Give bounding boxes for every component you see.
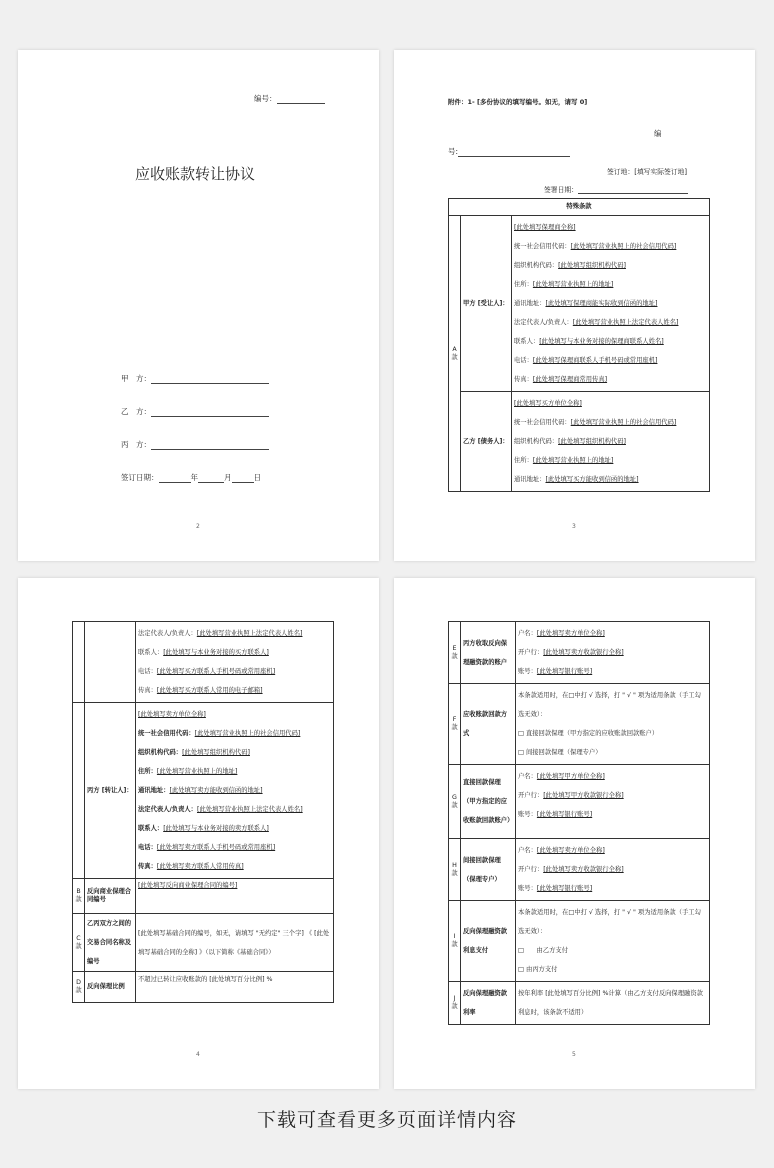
party-c-address — [138, 762, 331, 781]
direct-repayment-label: 直接回款保理（甲方指定的应收账款回款账户） — [461, 765, 516, 839]
interest-payment-label: 反向保理融资款利息支付 — [461, 901, 516, 982]
party-c-legal-rep — [138, 800, 331, 819]
party-c-credit-code — [138, 724, 331, 743]
party-b-line — [151, 407, 269, 417]
field-value: [此处填写卖方单位全称] — [536, 629, 605, 637]
party-a-mail-address — [514, 294, 707, 313]
page-2 — [18, 50, 379, 561]
number-line — [277, 94, 325, 104]
indirect-repayment-label: 间接回款保理（保理专户） — [461, 839, 516, 901]
sign-place-value: [填写实际签订地] — [634, 168, 688, 176]
field-value: [此处填写营业执照上的社会信用代码] — [570, 242, 677, 250]
field-value: [此处填写营业执照上法定代表人姓名] — [196, 806, 303, 813]
field-label: 开户行： — [518, 791, 544, 799]
party-a-line — [151, 374, 269, 384]
sign-date — [544, 184, 688, 194]
contract-number-label: 反向商业保理合同编号 — [85, 879, 136, 914]
field-label: 法定代表人/负责人： — [514, 319, 573, 326]
party-a-label: 甲 方： — [121, 374, 151, 383]
number-line — [458, 147, 570, 157]
field-label: 组织机构代码： — [514, 261, 559, 269]
field-value: [此处填写组织机构代码] — [558, 261, 626, 269]
party-b-label: 乙方 [债务人]： — [461, 392, 512, 492]
section-h-label: H款 — [449, 839, 461, 901]
party-b-name: [此处填写买方单位全称] — [514, 399, 582, 407]
party-a-address — [514, 275, 707, 294]
party-b-credit-code — [514, 413, 707, 432]
repayment-method-label: 应收账款回款方式 — [461, 684, 516, 765]
field-value: [此处填写营业执照上的社会信用代码] — [570, 418, 677, 426]
field-value: [此处填写保理商能实际收到信函的地址] — [545, 299, 658, 307]
field-label: 开户行： — [518, 865, 544, 873]
field-value: [此处填写卖方收款银行全称] — [543, 865, 624, 873]
party-a-credit-code — [514, 237, 707, 256]
field-value: [此处填写营业执照上的地址] — [532, 456, 614, 464]
buyer-fax — [138, 681, 331, 700]
field-value: [此处填写营业执照上的地址] — [532, 280, 614, 288]
field-value: [此处填写组织机构代码] — [182, 748, 250, 756]
table-header: 特殊条款 — [449, 199, 710, 216]
field-value: [此处填写卖方联系人手机号码或常用座机] — [156, 843, 276, 851]
field-value: [此处填写卖方联系人常用传真] — [156, 862, 244, 870]
field-label: 统一社会信用代码： — [514, 242, 571, 250]
interest-payment-details — [516, 901, 710, 982]
field-label: 通讯地址： — [514, 475, 546, 483]
attachment-note: 附件：1- [多份协议的填写编号。如无，请写 0] — [448, 98, 588, 106]
field-label: 法定代表人/负责人： — [138, 806, 197, 813]
page-5 — [394, 578, 755, 1089]
number-label-1: 编 — [654, 129, 662, 138]
party-a-name: [此处填写保理商全称] — [514, 223, 576, 231]
field-label: 电话： — [138, 843, 157, 851]
account-name — [518, 624, 707, 643]
party-c-phone — [138, 838, 331, 857]
field-label: 传真： — [138, 862, 157, 870]
party-b-label: 乙 方： — [121, 407, 151, 416]
party-c-org-code — [138, 743, 331, 762]
field-label: 统一社会信用代码： — [138, 729, 195, 737]
account-name — [518, 767, 707, 786]
party-c-details — [136, 703, 334, 879]
number-label-2: 号: — [448, 147, 459, 156]
field-value: [此处填写甲方收款银行全称] — [543, 791, 624, 799]
section-f-label: F款 — [449, 684, 461, 765]
field-value: [此处填写组织机构代码] — [558, 437, 626, 445]
interest-option-seller[interactable]: □ 由丙方支付 — [518, 966, 558, 973]
page-number: 3 — [572, 523, 576, 530]
page-number: 4 — [196, 1051, 200, 1058]
field-value: [此处填写买方联系人手机号码或常用座机] — [156, 667, 276, 675]
trade-contract-value: [此处填写基础合同的编号，如无，请填写 "无约定" 三个字] 《 [此处填写基础合同的全称] 》（以下简称《基础合同》） — [136, 914, 334, 972]
section-j-label: J款 — [449, 982, 461, 1025]
party-c-line — [151, 440, 269, 450]
buyer-legal-rep — [138, 624, 331, 643]
field-label: 账号： — [518, 810, 537, 818]
party-a-org-code — [514, 256, 707, 275]
party-a-details — [512, 216, 710, 392]
field-value: [此处填写银行账号] — [536, 884, 593, 892]
field-label: 统一社会信用代码： — [514, 418, 571, 426]
number-field — [448, 146, 570, 157]
empty-label-cell — [85, 622, 136, 703]
sign-place-label: 签订地： — [607, 168, 635, 176]
repayment-option-indirect[interactable]: □ 间接回款保理（保理专户） — [518, 749, 602, 756]
field-label: 户名： — [518, 846, 537, 854]
account-bank — [518, 643, 707, 662]
party-c-fax — [138, 857, 331, 876]
account-number — [518, 662, 707, 681]
field-value: [此处填写与本业务对接的卖方联系人] — [163, 824, 269, 832]
day-label: 日 — [253, 473, 261, 482]
special-terms-table — [448, 198, 710, 492]
party-b-org-code — [514, 432, 707, 451]
trade-contract-label: 乙丙双方之间的交易合同名称及编号 — [85, 914, 136, 972]
field-label: 组织机构代码： — [514, 437, 559, 445]
interest-intro: 本条款适用时，在□中打 √ 选择，打 " √ " 项为适用条款（手工勾选无效）： — [518, 909, 701, 935]
document-title: 应收账款转让协议 — [135, 165, 256, 183]
indirect-repayment-details — [516, 839, 710, 901]
party-b-mail-address — [514, 470, 707, 489]
field-value: [此处填写甲方单位全称] — [536, 772, 605, 780]
field-label: 户名： — [518, 629, 537, 637]
field-label: 传真： — [514, 375, 533, 383]
party-c-label: 丙方 [转让人]： — [85, 703, 136, 879]
field-value: [此处填写与本业务对接的买方联系人] — [163, 648, 269, 656]
field-label: 组织机构代码： — [138, 748, 183, 756]
field-value: [此处填写银行账号] — [536, 810, 593, 818]
field-value: [此处填写卖方能收到信函的地址] — [169, 786, 263, 794]
page-4 — [18, 578, 379, 1089]
section-e-label: E款 — [449, 622, 461, 684]
account-name — [518, 841, 707, 860]
field-label: 通讯地址： — [138, 786, 170, 794]
repayment-intro: 本条款适用时，在□中打 √ 选择，打 " √ " 项为适用条款（手工勾选无效）： — [518, 692, 701, 718]
field-value: [此处填写卖方收款银行全称] — [543, 648, 624, 656]
field-label: 户名： — [518, 772, 537, 780]
party-a-label: 甲方 [受让人]： — [461, 216, 512, 392]
month-label: 月 — [224, 473, 232, 482]
ratio-value: 不超过已转让应收账款的 [此处填写百分比例] % — [136, 972, 334, 1003]
empty-section-cell — [73, 622, 85, 703]
buyer-details-cont — [136, 622, 334, 703]
field-value: [此处填写反向商业保理合同的编号] — [138, 882, 238, 889]
field-label: 联系人： — [138, 824, 164, 832]
ratio-label: 反向保理比例 — [85, 972, 136, 1003]
party-a-fax — [514, 370, 707, 389]
section-c-label: C款 — [73, 914, 85, 972]
spacer — [518, 824, 707, 836]
party-c-contact — [138, 819, 331, 838]
sign-date-field — [121, 472, 261, 483]
field-label: 住所： — [514, 456, 533, 464]
empty-section-cell — [73, 703, 85, 879]
party-a-contact — [514, 332, 707, 351]
field-value: [此处填写卖方单位全称] — [536, 846, 605, 854]
repayment-option-direct[interactable]: □ 直接回款保理（甲方指定的应收账款回款账户） — [518, 730, 659, 737]
repayment-method-details — [516, 684, 710, 765]
section-d-label: D款 — [73, 972, 85, 1003]
field-value: [此处填写营业执照上法定代表人姓名] — [196, 630, 303, 637]
field-value: [此处填写营业执照上法定代表人姓名] — [572, 319, 679, 326]
field-label: 联系人： — [138, 648, 164, 656]
field-label: 住所： — [514, 280, 533, 288]
seller-account-label: 丙方收取反向保理融资款的账户 — [461, 622, 516, 684]
field-label: 账号： — [518, 884, 537, 892]
sign-date-line — [578, 184, 688, 194]
direct-repayment-details — [516, 765, 710, 839]
field-value: [此处填写买方能收到信函的地址] — [545, 475, 639, 483]
day-line — [232, 473, 254, 483]
party-c-field — [121, 439, 269, 450]
section-g-label: G款 — [449, 765, 461, 839]
page-number: 2 — [196, 523, 200, 530]
year-label: 年 — [190, 473, 198, 482]
page-3 — [394, 50, 755, 561]
interest-rate-value: 按年利率 [此处填写百分比例] %计算（由乙方支付反向保理融资款利息时，该条款不适用） — [516, 982, 710, 1025]
seller-account-details — [516, 622, 710, 684]
field-value: [此处填写营业执照上的地址] — [156, 767, 238, 775]
party-a-field — [121, 373, 269, 384]
account-bank — [518, 860, 707, 879]
buyer-phone — [138, 662, 331, 681]
account-bank — [518, 786, 707, 805]
download-prompt[interactable]: 下载可查看更多页面详情内容 — [256, 1109, 517, 1131]
field-label: 电话： — [138, 667, 157, 675]
field-label: 账号： — [518, 667, 537, 675]
field-value: [此处填写银行账号] — [536, 667, 593, 675]
month-line — [198, 473, 224, 483]
party-c-name: [此处填写卖方单位全称] — [138, 710, 206, 718]
section-b-label: B款 — [73, 879, 85, 914]
section-a-label: A款 — [449, 216, 461, 492]
sign-place — [607, 166, 687, 176]
contract-number-value — [136, 879, 334, 914]
field-label: 电话： — [514, 356, 533, 364]
field-label: 开户行： — [518, 648, 544, 656]
party-b-address — [514, 451, 707, 470]
number-field — [254, 93, 325, 104]
number-label: 编号： — [254, 94, 277, 103]
field-value: [此处填写与本业务对接的保理商联系人姓名] — [539, 337, 664, 345]
field-value: [此处填写保理商常用传真] — [532, 375, 608, 383]
page-number: 5 — [572, 1051, 576, 1058]
section-i-label: I款 — [449, 901, 461, 982]
field-value: [此处填写营业执照上的社会信用代码] — [194, 729, 301, 737]
field-label: 法定代表人/负责人： — [138, 630, 197, 637]
sign-date-label: 签订日期： — [121, 473, 159, 482]
special-terms-table-cont — [72, 621, 334, 1003]
field-label: 联系人： — [514, 337, 540, 345]
field-value: [此处填写保理商联系人手机号码或常用座机] — [532, 356, 658, 364]
buyer-contact — [138, 643, 331, 662]
field-label: 住所： — [138, 767, 157, 775]
party-b-field — [121, 406, 269, 417]
field-value: [此处填写买方联系人常用的电子邮箱] — [156, 686, 263, 694]
interest-option-buyer[interactable]: □ 由乙方支付 — [518, 947, 569, 954]
party-b-details — [512, 392, 710, 492]
account-number — [518, 805, 707, 824]
special-terms-table-cont-2 — [448, 621, 710, 1025]
field-label: 传真： — [138, 686, 157, 694]
year-line — [159, 473, 191, 483]
account-number — [518, 879, 707, 898]
party-c-label: 丙 方： — [121, 440, 151, 449]
party-a-legal-rep — [514, 313, 707, 332]
party-a-phone — [514, 351, 707, 370]
field-label: 通讯地址： — [514, 299, 546, 307]
interest-rate-label: 反向保理融资款利率 — [461, 982, 516, 1025]
party-c-mail-address — [138, 781, 331, 800]
sign-date-label: 签署日期： — [544, 186, 578, 194]
